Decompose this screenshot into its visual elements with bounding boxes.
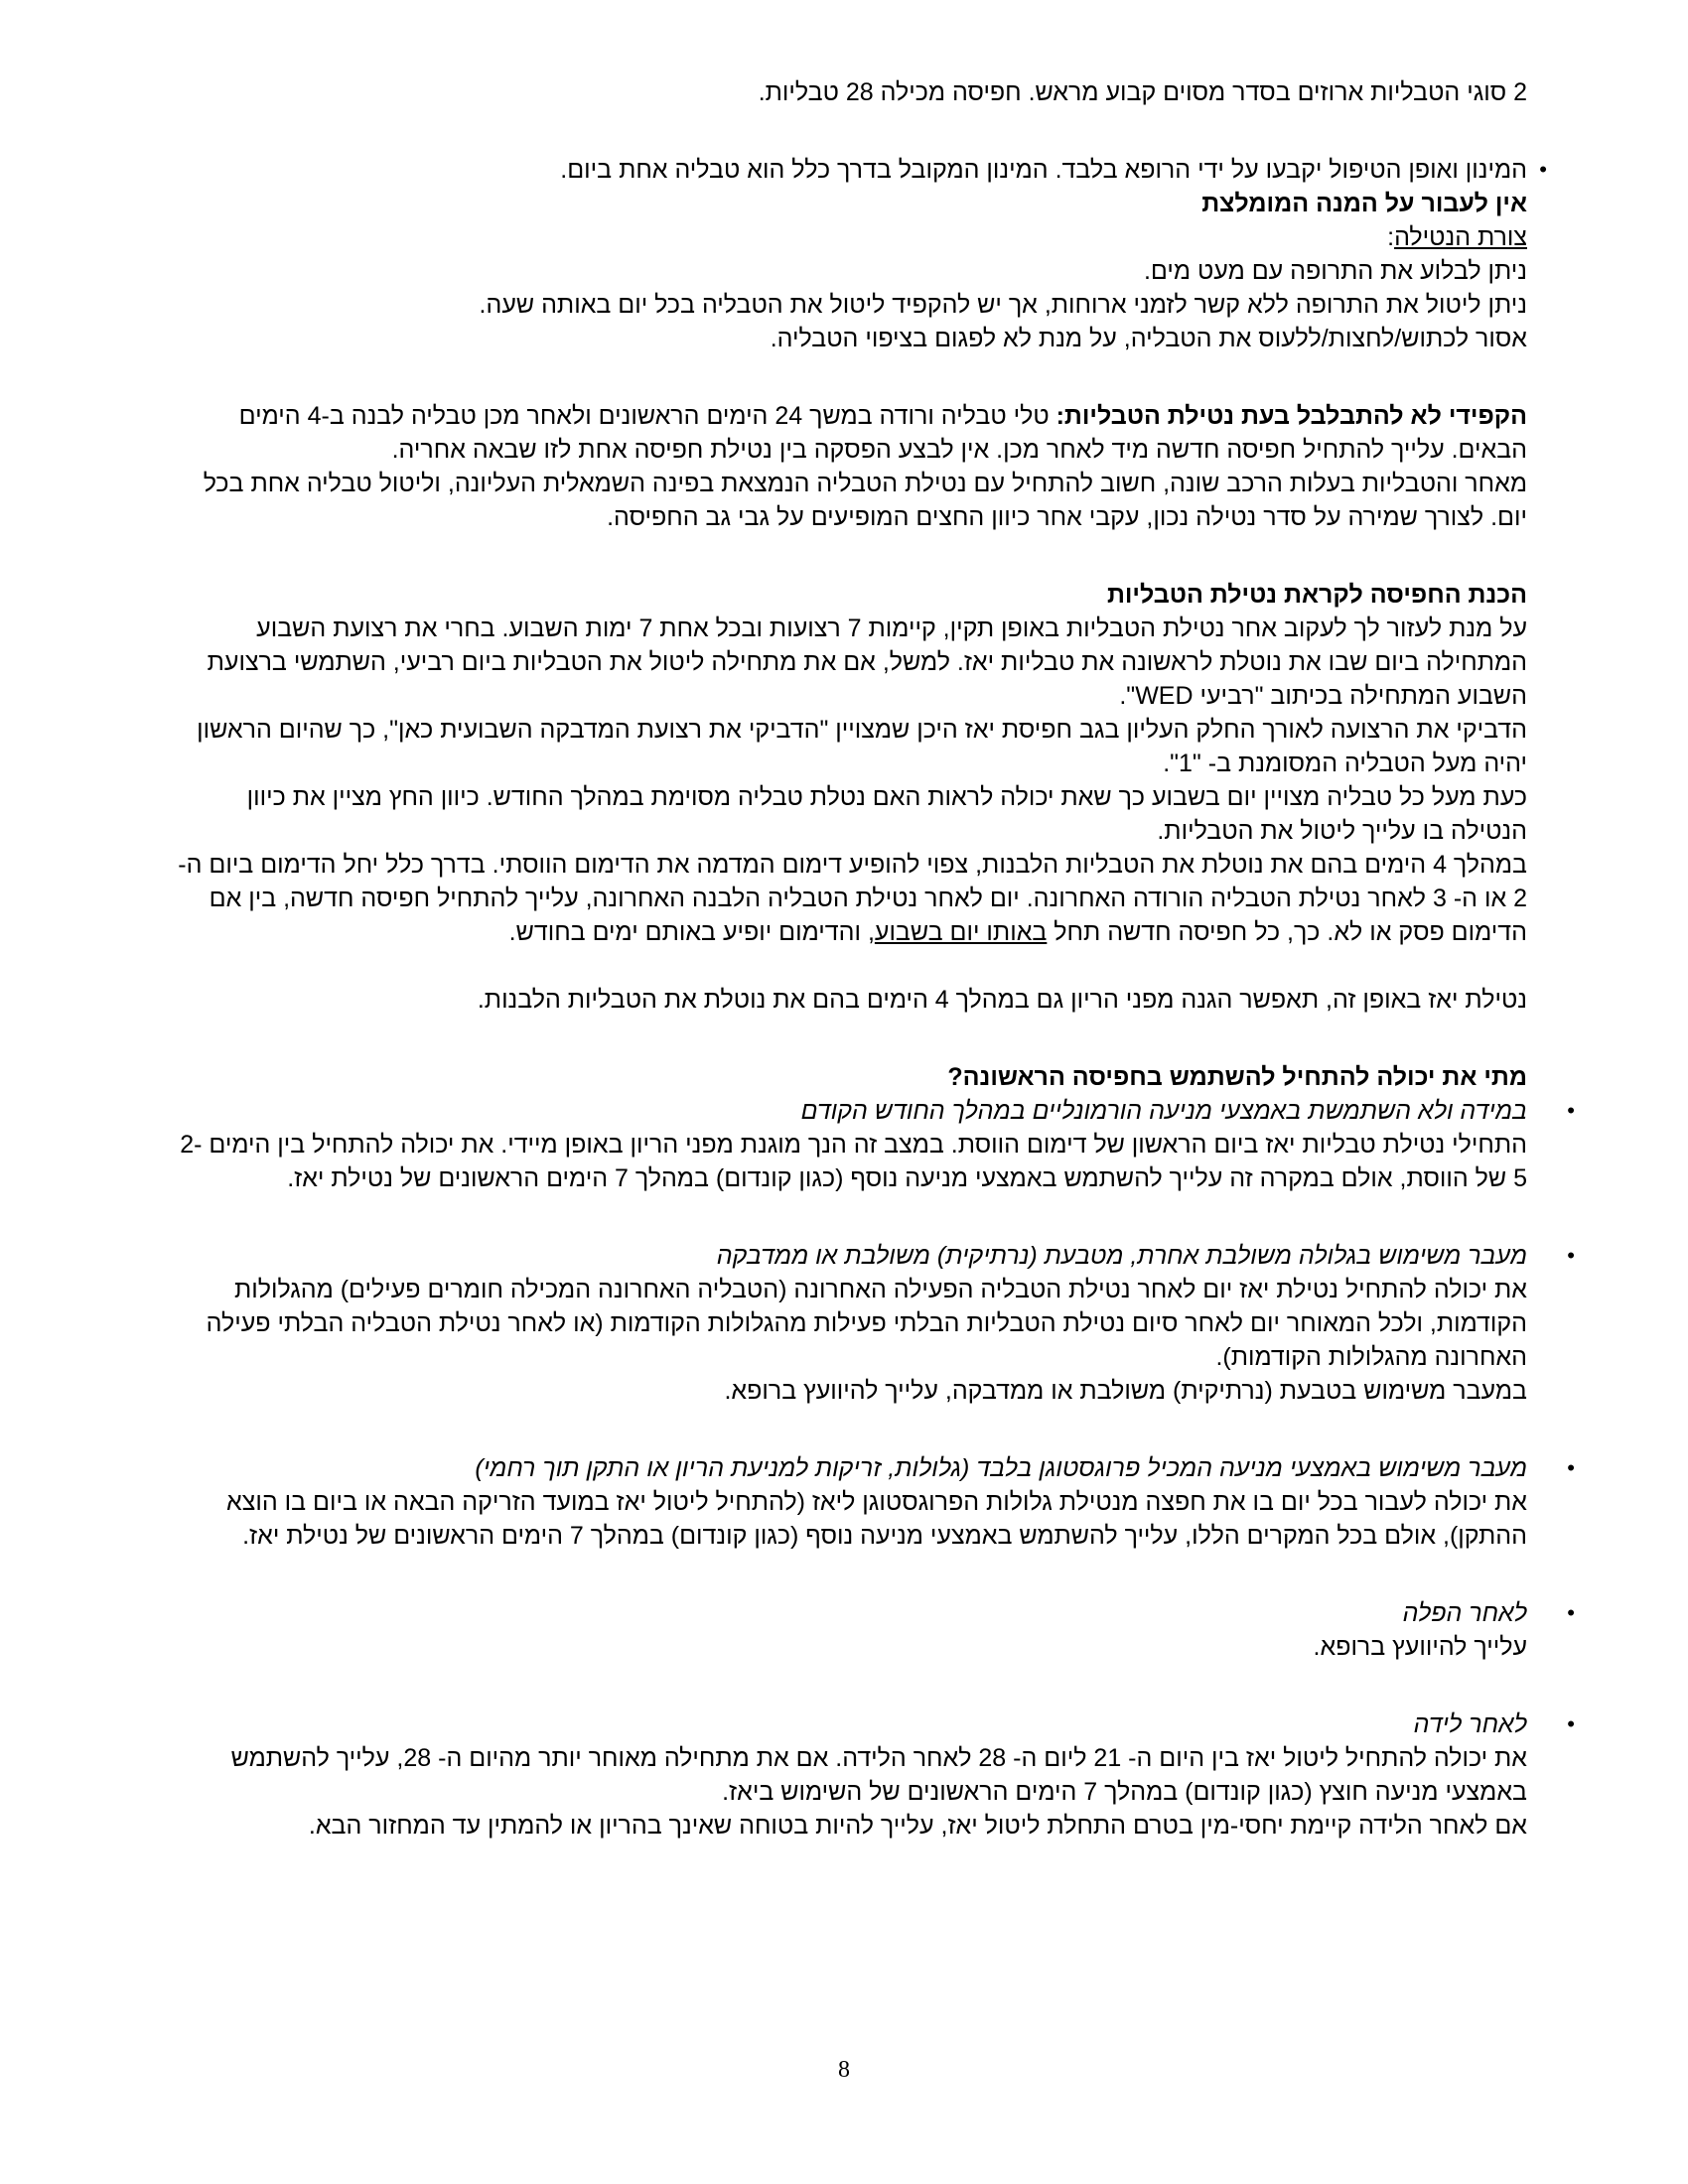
prep-paragraph-3: כעת מעל כל טבליה מצויין יום בשבוע כך שאת יכולה לראות האם נטלת טבליה מסוימת במהלך החודש. כיוון החץ מציין את כיוון הנטילה בו עלייך ליטול את הטבליות.	[246, 783, 1527, 845]
bullet-dot: •	[1567, 1098, 1575, 1123]
first-item-4	[169, 1596, 1575, 1664]
item-title: לאחר לידה	[1413, 1710, 1527, 1738]
bullet-dot: •	[1539, 157, 1547, 182]
item-line: אם לאחר הלידה קיימת יחסי-מין בטרם התחלת ליטול יאז, עלייך להיות בטוחה שאינך בהריון או להמתין עד המחזור הבא.	[308, 1812, 1527, 1840]
item-line: עלייך להיוועץ ברופא.	[1313, 1633, 1527, 1661]
first-item-1	[169, 1094, 1575, 1195]
careful-text-2: מאחר והטבליות בעלות הרכב שונה, חשוב להתחיל עם נטילת הטבליה הנמצאת בפינה השמאלית העליונה, וליטול טבליה אחת בכל יום. לצורך שמירה על סדר נטילה נכון, עקבי אחר כיוון החצים המופיעים על גבי גב החפיסה.	[203, 470, 1527, 531]
careful-bold: הקפידי לא להתבלבל בעת נטילת הטבליות:	[1055, 402, 1527, 430]
method-heading: צורת הנטילה:	[1387, 223, 1527, 251]
item-line: את יכולה לעבור בכל יום בו את חפצה מנטילת גלולות הפרוגסטוגן ליאז (להתחיל ליטול יאז במועד הזריקה הבאה או ביום בו הוצא ההתקן), אולם בכל המקרים הללו, עלייך להשתמש באמצעי מניעה נוסף (כגון קונדום) במהלך 7 הימים הראשונים של נטילת יאז.	[226, 1488, 1527, 1550]
bullet-dot: •	[1567, 1600, 1575, 1625]
prep-paragraph-5: נטילת יאז באופן זה, תאפשר הגנה מפני הריון גם במהלך 4 הימים בהם את נוטלת את הטבליות הלבנות.	[477, 986, 1527, 1014]
item-line: את יכולה להתחיל ליטול יאז בין היום ה- 21 ליום ה- 28 לאחר הלידה. אם את מתחילה מאוחר יותר מהיום ה- 28, עלייך להשתמש באמצעי מניעה חוצץ (כגון קונדום) במהלך 7 הימים הראשונים של השימוש ביאז.	[230, 1744, 1527, 1806]
method-title: צורת הנטילה	[1394, 223, 1527, 251]
item-title: במידה ולא השתמשת באמצעי מניעה הורמונליים במהלך החודש הקודם	[800, 1097, 1527, 1125]
same-weekday: באותו יום בשבוע	[874, 918, 1048, 946]
bullet-dot: •	[1567, 1455, 1575, 1480]
document-page	[169, 75, 1575, 1843]
page-number: 8	[838, 2057, 850, 2083]
bullet-dot: •	[1567, 1711, 1575, 1736]
first-pack-title: מתי את יכולה להתחיל להשתמש בחפיסה הראשונה?	[947, 1063, 1527, 1091]
item-title: מעבר משימוש באמצעי מניעה המכיל פרוגסטוגן בלבד (גלולות, זריקות למניעת הריון או התקן תוך רחמי)	[475, 1454, 1527, 1482]
first-item-5	[169, 1707, 1575, 1843]
item-line: את יכולה להתחיל נטילת יאז יום לאחר נטילת הטבליה הפעילה האחרונה (הטבליה האחרונה המכילה חומרים פעילים) מהגלולות הקודמות, ולכל המאוחר יום לאחר סיום נטילת הטבליות הבלתי פעילות מהגלולות הקודמות (או לאחר נטילת הטבליה הבלתי פעילה האחרונה מהגלולות הקודמות).	[206, 1276, 1527, 1371]
method-line-1: ניתן לבלוע את התרופה עם מעט מים.	[1143, 257, 1527, 285]
prep-paragraph-2: הדביקי את הרצועה לאורך החלק העליון בגב חפיסת יאז היכן שמצויין "הדביקי את רצועת המדבקה השבועית כאן", כך שהיום הראשון יהיה מעל הטבליה המסומנת ב- "1".	[197, 716, 1527, 777]
prep-title: הכנת החפיסה לקראת נטילת הטבליות	[1106, 581, 1527, 609]
dosage-text: המינון ואופן הטיפול יקבעו על ידי הרופא בלבד. המינון המקובל בדרך כלל הוא טבליה אחת ביום.	[560, 156, 1527, 184]
item-title: לאחר הפלה	[1402, 1599, 1527, 1627]
first-item-2	[169, 1239, 1575, 1408]
first-item-3	[169, 1451, 1575, 1553]
careful-text-1: טלי טבליה ורודה במשך 24 הימים הראשונים ולאחר מכן טבליה לבנה ב-4 הימים הבאים. עלייך להתחיל חפיסה חדשה מיד לאחר מכן. אין לבצע הפסקה בין נטילת חפיסה אחת לזו שבאה אחריה.	[238, 402, 1527, 464]
item-line: במעבר משימוש בטבעת (נרתיקית) משולבת או ממדבקה, עלייך להיוועץ ברופא.	[724, 1377, 1527, 1405]
method-line-3: אסור לכתוש/לחצות/ללעוס את הטבליה, על מנת לא לפגום בציפוי הטבליה.	[770, 325, 1527, 352]
intro-line: 2 סוגי הטבליות ארוזים בסדר מסוים קבוע מראש. חפיסה מכילה 28 טבליות.	[758, 78, 1527, 106]
careful-paragraph	[169, 399, 1527, 467]
dosage-warning: אין לעבור על המנה המומלצת	[1201, 190, 1527, 217]
bullet-dot: •	[1567, 1243, 1575, 1268]
item-line: התחילי נטילת טבליות יאז ביום הראשון של דימום הווסת. במצב זה הנך מוגנת מפני הריון באופן מיידי. את יכולה להתחיל בין הימים 2-5 של הווסת, אולם במקרה זה עלייך להשתמש באמצעי מניעה נוסף (כגון קונדום) במהלך 7 הימים הראשונים של נטילת יאז.	[180, 1131, 1527, 1192]
item-title: מעבר משימוש בגלולה משולבת אחרת, מטבעת (נרתיקית) משולבת או ממדבקה	[716, 1242, 1527, 1270]
dosage-bullet	[169, 153, 1547, 187]
prep-paragraph-1: על מנת לעזור לך לעקוב אחר נטילת הטבליות באופן תקין, קיימות 7 רצועות ובכל אחת 7 ימות השבוע. בחרי את רצועת השבוע המתחילה ביום שבו את נוטלת לראשונה את טבליות יאז. למשל, אם את מתחילה ליטול את הטבליות ביום רביעי, השתמשי ברצועת השבוע המתחילה בכיתוב "רביעי WED".	[207, 614, 1527, 710]
method-line-2: ניתן ליטול את התרופה ללא קשר לזמני ארוחות, אך יש להקפיד ליטול את הטבליה בכל יום באותה שעה.	[479, 291, 1527, 319]
prep-paragraph-4: במהלך 4 הימים בהם את נוטלת את הטבליות הלבנות, צפוי להופיע דימום המדמה את הדימום הווסתי. בדרך כלל יחל הדימום ביום ה- 2 או ה- 3 לאחר נטילת הטבליה הורודה האחרונה. יום לאחר נטילת הטבליה הלבנה האחרונה, עלייך להתחיל חפיסה חדשה, בין אם הדימום פסק או לא. כך, כל חפיסה חדשה תחל באותו יום בשבוע, והדימום יופיע באותם ימים בחודש.	[178, 851, 1527, 946]
